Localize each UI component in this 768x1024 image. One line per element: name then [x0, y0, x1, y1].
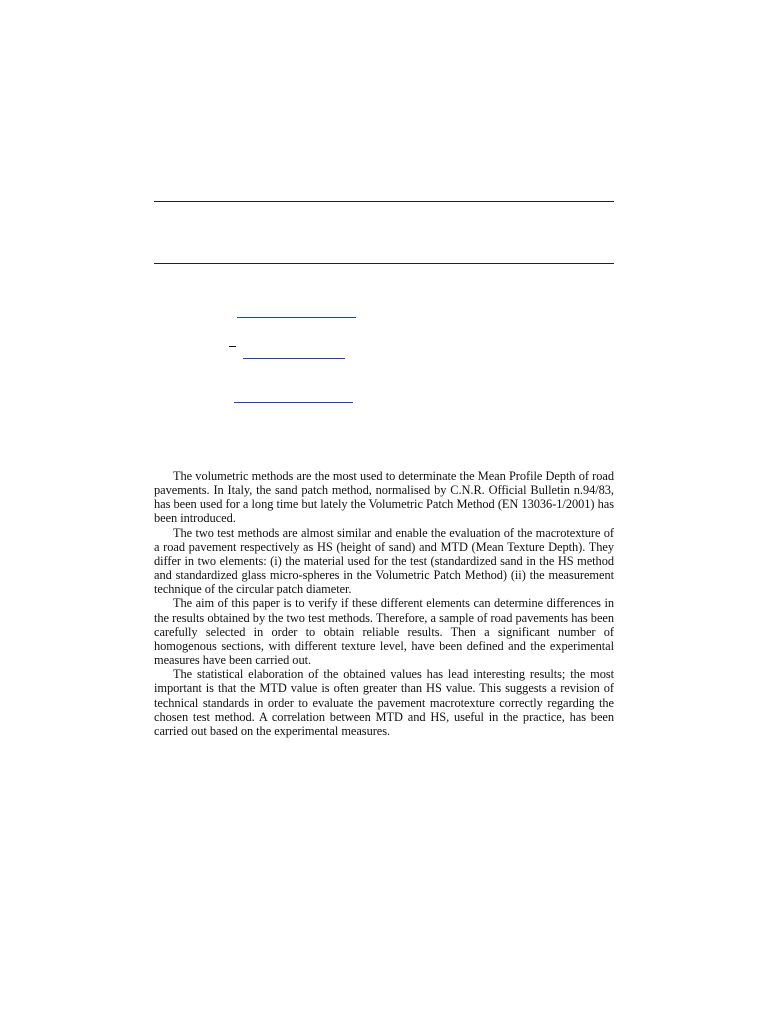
title-top-rule [154, 201, 614, 202]
abstract-paragraph-2: The two test methods are almost similar and enable the evaluation of the macrotexture of a road pavement respectively as HS (height of sand) and MTD (Mean Texture Depth). They differ in two elements: (i) the material used for the test (standardized sand in the HS method and standardized glass micro-spheres in the Volumetric Patch Method) (ii) the measurement technique of the circular patch diameter. [154, 525, 614, 597]
abstract-paragraph-3: The aim of this paper is to verify if these different elements can determine differences in the results obtained by the two test methods. Therefore, a sample of road pavements has been carefully selected in order to obtain reliable results. Then a significant number of homogenous sections, with different texture level, have been defined and the experimental measures have been carried out. [154, 596, 614, 668]
author-email-link-1[interactable] [237, 317, 356, 318]
abstract-paragraph-1: The volumetric methods are the most used to determinate the Mean Profile Depth of road pavements. In Italy, the sand patch method, normalised by C.N.R. Official Bulletin n.94/83, has been used for a long time but lately the Volumetric Patch Method (EN 13036-1/2001) has been introduced. [154, 469, 614, 526]
abstract-paragraph-4: The statistical elaboration of the obtained values has lead interesting results; the most important is that the MTD value is often greater than HS value. This suggests a revision of technical standards in order to evaluate the pavement macrotexture correctly regarding the chosen test method. A correlation between MTD and HS, useful in the practice, has been carried out based on the experimental measures. [154, 667, 614, 738]
abstract-body [154, 469, 614, 738]
author-email-link-2[interactable] [243, 358, 345, 359]
title-bottom-rule [154, 263, 614, 264]
affiliation-dash [229, 346, 236, 347]
author-email-link-3[interactable] [234, 402, 353, 403]
